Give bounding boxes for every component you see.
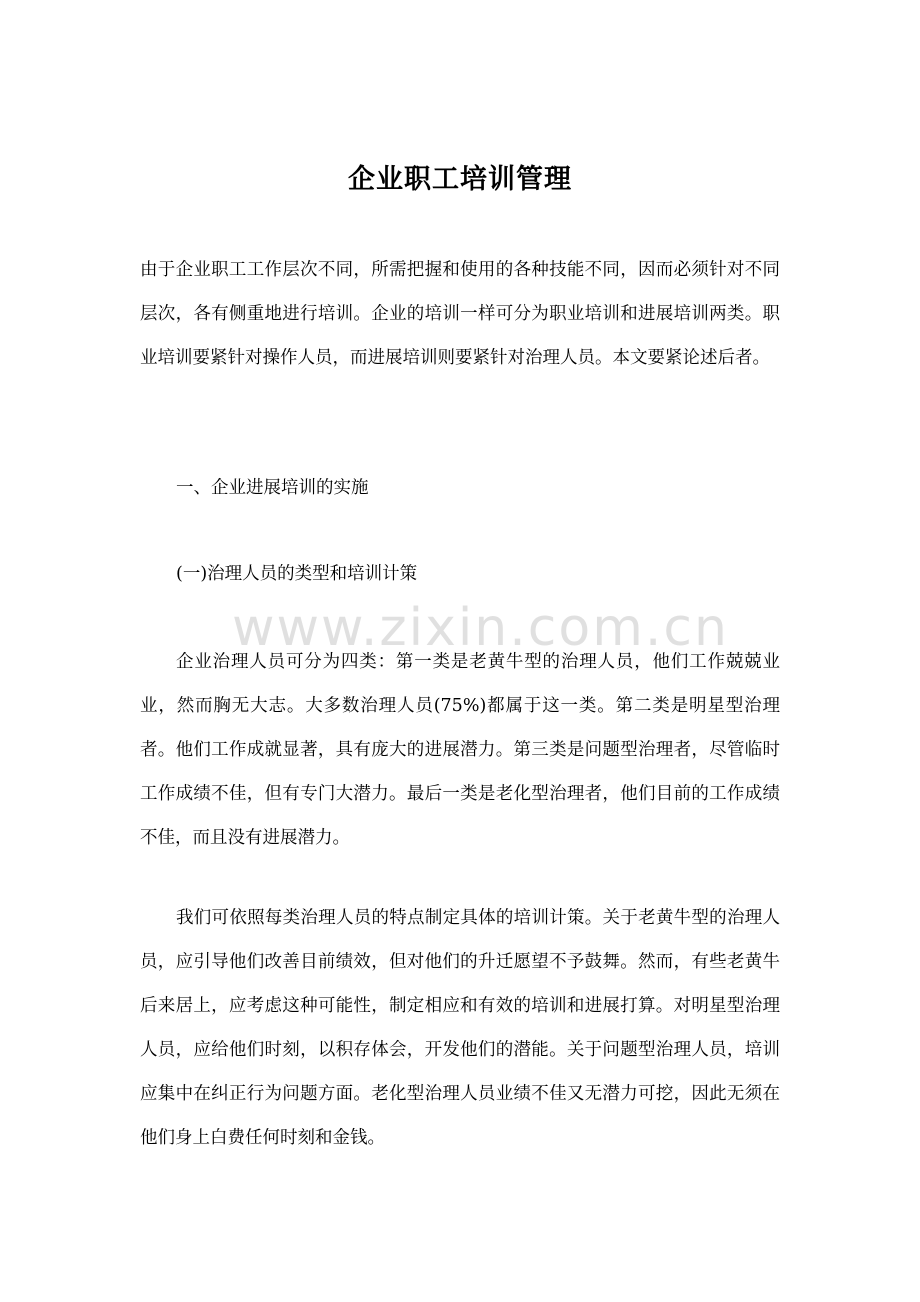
subsection-heading: (一)治理人员的类型和培训计策 <box>176 564 418 584</box>
watermark: www.zixin.com.cn <box>232 598 729 658</box>
document-title: 企业职工培训管理 <box>348 164 572 195</box>
intro-paragraph: 由于企业职工工作层次不同，所需把握和使用的各种技能不同，因而必须针对不同层次，各有侧重地进行培训。企业的培训一样可分为职业培训和进展培训两类。职业培训要紧针对操作人员，而进展培训则要紧针对治理人员。本文要紧论述后者。 <box>140 260 780 368</box>
body-paragraph-1: 企业治理人员可分为四类：第一类是老黄牛型的治理人员，他们工作兢兢业业，然而胸无大志。大多数治理人员(75%)都属于这一类。第二类是明星型治理者。他们工作成就显著，具有庞大的进展潜力。第三类是问题型治理者，尽管临时工作成绩不佳，但有专门大潜力。最后一类是老化型治理者，他们目前的工作成绩不佳，而且没有进展潜力。 <box>140 652 780 848</box>
section-heading: 一、企业进展培训的实施 <box>176 478 369 498</box>
body-paragraph-2: 我们可依照每类治理人员的特点制定具体的培训计策。关于老黄牛型的治理人员，应引导他们改善目前绩效，但对他们的升迁愿望不予鼓舞。然而，有些老黄牛后来居上，应考虑这种可能性，制定相应和有效的培训和进展打算。对明星型治理人员，应给他们时刻，以积存体会，开发他们的潜能。关于问题型治理人员，培训应集中在纠正行为问题方面。老化型治理人员业绩不佳又无潜力可挖，因此无须在他们身上白费任何时刻和金钱。 <box>140 908 780 1148</box>
